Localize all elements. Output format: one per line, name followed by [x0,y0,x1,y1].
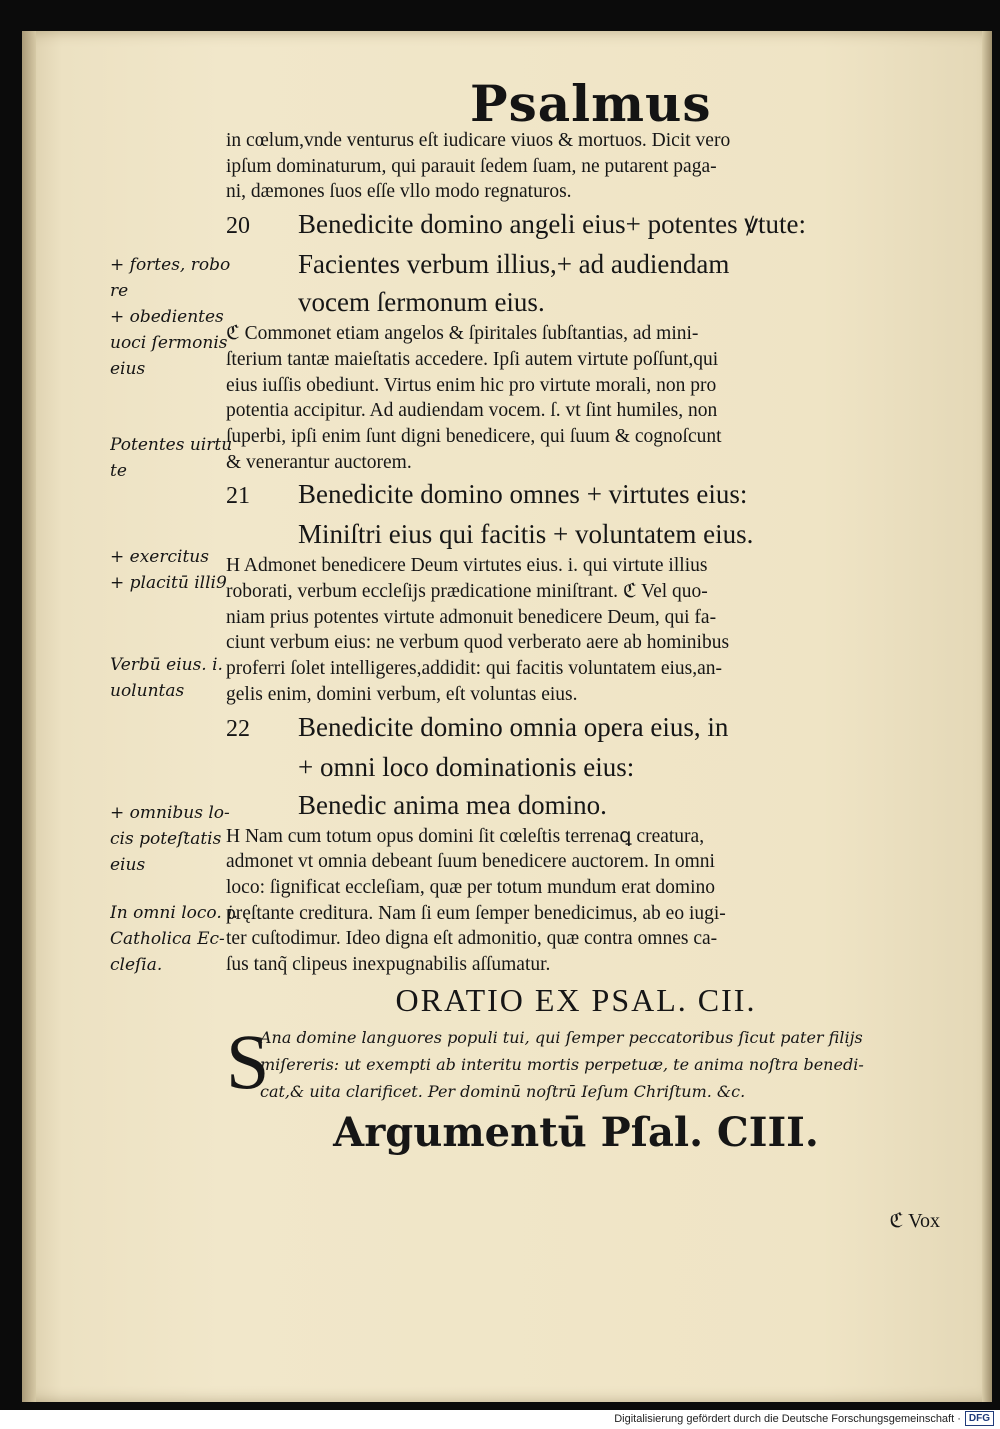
gloss-line: eius iuſſis obediunt. Virtus enim hic pro virtute morali, non pro [226,374,717,396]
gloss-line: roborati, verbum eccleſijs prædicatione miniſtrant. ℭ Vel quo- [226,581,708,603]
gloss-line: ſterium tantæ maieſtatis accedere. Ipſi autem virtute poſſunt,qui [226,348,719,370]
page-edge [982,31,992,1402]
verse-text: Benedicite domino omnes + virtutes eius: [298,479,748,510]
text-line: ni, dæmones ſuos eſſe vllo modo regnaturos. [226,181,572,203]
page-gutter [22,31,36,1402]
gloss-line: ſuperbi, ipſi enim ſunt digni benedicere, qui ſuum & cognoſcunt [226,425,722,447]
margin-line: + exercitus [110,547,209,567]
verse-line: Facientes verbum illius,+ ad audiendam [298,249,730,280]
margin-line: + obedientes [110,307,224,327]
gloss-line: ciunt verbum eius: ne verbum quod verberato aere ab hominibus [226,632,730,654]
gloss-line: & venerantur auctorem. [226,451,412,473]
margin-line: + omnibus lo- [110,803,230,823]
verse-line: Miniſtri eius qui facitis + voluntatem eius. [298,519,754,550]
gloss-line: potentia accipitur. Ad audiendam vocem. ſ. vt ſint humiles, non [226,400,718,422]
margin-line: uoluntas [110,681,185,701]
margin-line: Catholica Ec- [110,929,225,949]
text-line: in cœlum,vnde venturus eſt iudicare viuos & mortuos. Dicit vero [226,130,731,151]
footer-text: Digitalisierung gefördert durch die Deutsche Forschungsgemeinschaft · [614,1413,961,1425]
prayer-line: cat,& uita clarificet. Per dominū noſtrū Ieſum Chriſtum. &c. [260,1081,746,1101]
margin-line: + placitū illi9 [110,573,227,593]
prayer-block [226,1017,926,1106]
verse-line: vocem ſermonum eius. [298,287,545,318]
margin-line: + fortes, robo [110,255,231,275]
gloss-line: H Admonet benedicere Deum virtutes eius. i. qui virtute illius [226,555,708,577]
gloss-line: admonet vt omnia debeant ſuum benedicere auctorem. In omni [226,851,715,873]
gloss-line: H Nam cum totum opus domini ſit cœleſtis terrenaꝗ creatura, [226,825,705,847]
argument-heading: Argumentū Pſal. CIII. [333,1108,819,1156]
gloss-line: pręſtante creditura. Nam ſi eum ſemper benedicimus, ab eo iugi- [226,902,726,924]
verse-line: + omni loco dominationis eius: [298,751,635,782]
verse-line [226,205,926,245]
gloss-line: gelis enim, domini verbum, eſt voluntas eius. [226,683,578,705]
digitization-footer [0,1410,1000,1429]
verse-number: 22 [226,715,250,742]
dfg-logo: DFG [965,1411,994,1426]
main-text-column [226,128,926,1160]
verse-text: Benedicite domino omnia opera eius, in [298,711,729,742]
margin-line: In omni loco. i. [110,903,238,923]
margin-line: eius [110,359,146,379]
margin-line: Verbū eius. i. [110,655,223,675]
verse-number: 21 [226,483,250,510]
running-head: Psalmus [470,74,712,133]
prayer-line: miſereris: ut exempti ab interitu mortis perpetuæ, te anima noſtra benedi- [260,1054,864,1074]
oratio-heading: ORATIO EX PSAL. CII. [395,981,757,1018]
verse-line [226,475,926,515]
gloss-line: ter cuſtodimur. Ideo digna eſt admonitio, quæ contra omnes ca- [226,928,718,950]
margin-line: Potentes uirtu [110,435,233,455]
margin-line: cis poteſtatis [110,829,222,849]
margin-line: te [110,461,127,481]
verse-line [226,708,926,748]
margin-line: re [110,281,129,301]
verse-line: Benedic anima mea domino. [298,789,607,820]
catchword: ℭ Vox [889,1210,940,1232]
drop-initial: S [226,1017,270,1105]
margin-line: cleſia. [110,955,163,975]
gloss-line: niam prius potentes virtute admonuit benedicere Deum, qui fa- [226,606,717,628]
verse-text: Benedicite domino angeli eius+ potentes ꝟtute: [298,209,806,240]
margin-line: eius [110,855,146,875]
gloss-line: ℭ Commonet etiam angelos & ſpiritales ſubſtantias, ad mini- [226,323,699,345]
text-line: ipſum dominaturum, qui parauit ſedem ſuam, ne putarent paga- [226,155,717,177]
gloss-line: ſus tanq̃ clipeus inexpugnabilis aſſumatur. [226,954,551,976]
gloss-line: proferri ſolet intelligeres,addidit: qui facitis voluntatem eius,an- [226,658,723,680]
gloss-line: loco: ſignificat eccleſiam, quæ per totum mundum erat domino [226,876,716,898]
margin-line: uoci ſermonis [110,333,228,353]
verse-number: 20 [226,213,250,240]
prayer-line: Ana domine languores populi tui, qui ſemper peccatoribus ſicut pater filijs [260,1027,863,1047]
